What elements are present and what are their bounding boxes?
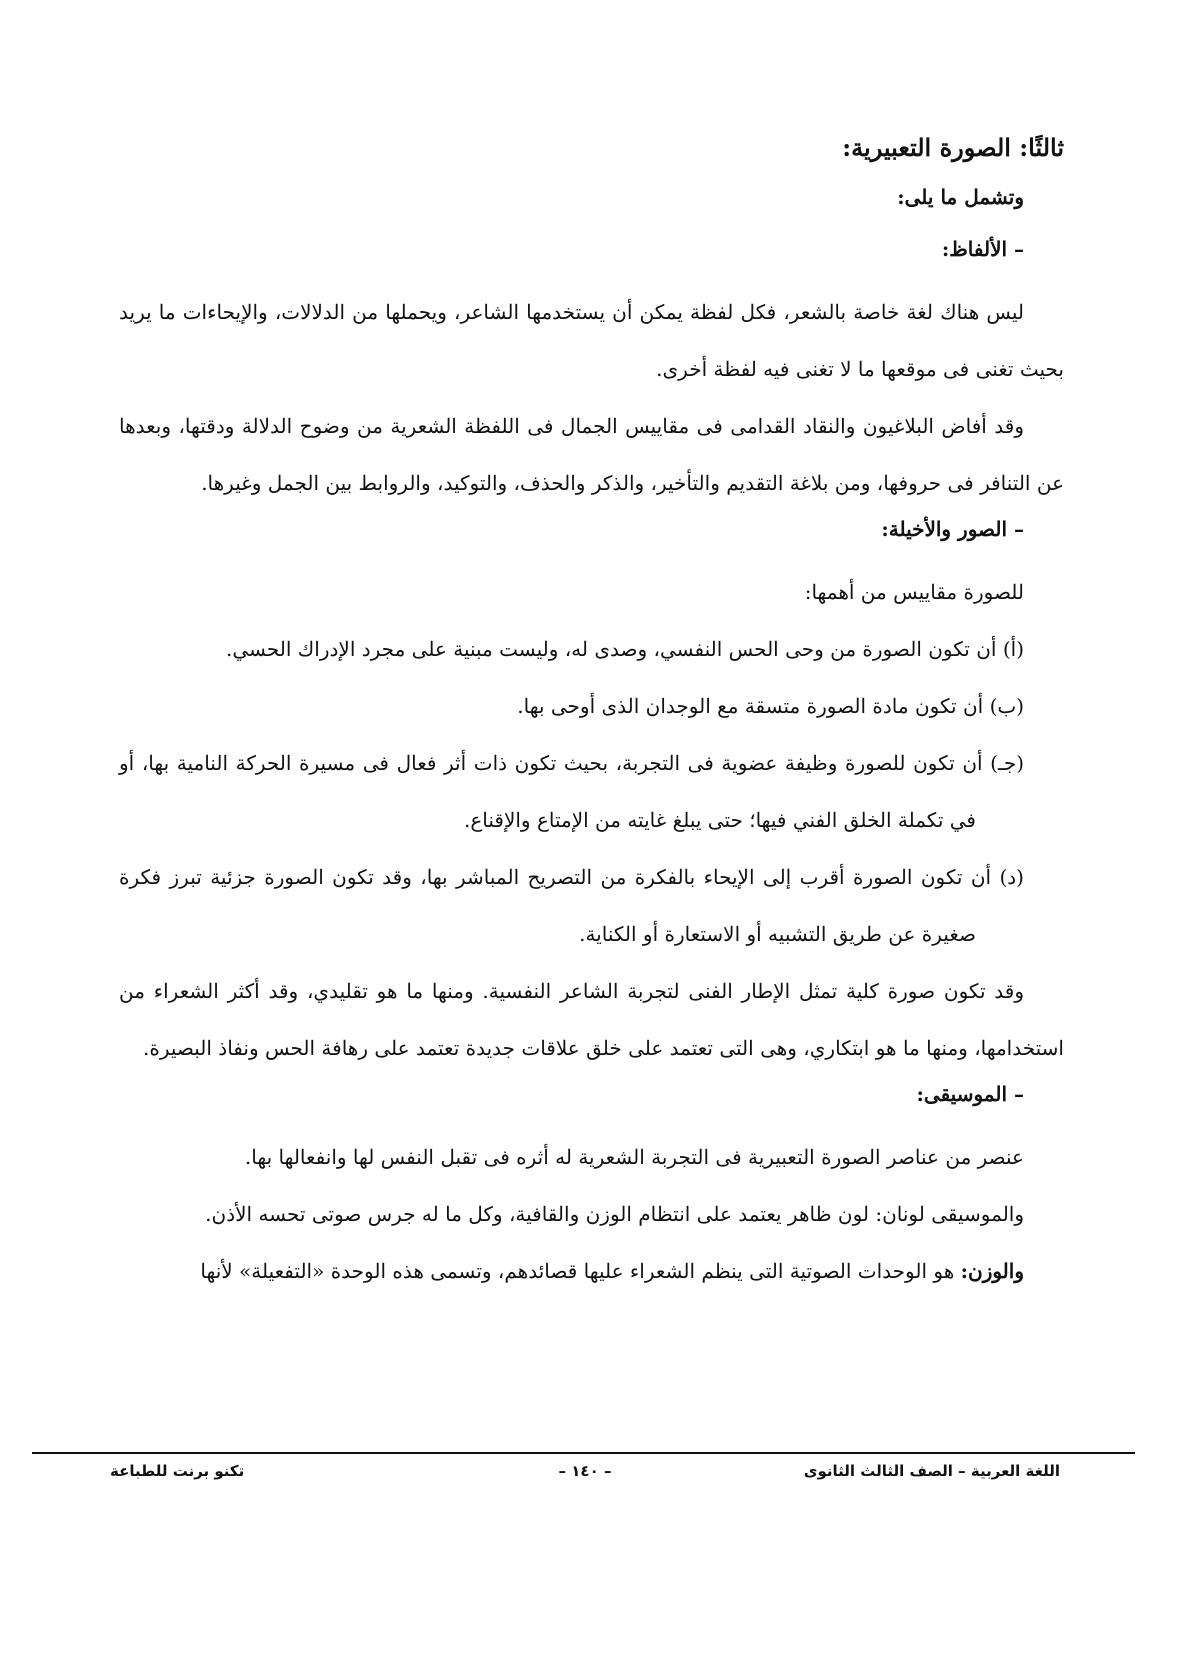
- subheading-words: – الألفاظ:: [941, 237, 1024, 261]
- footer-divider: [32, 1452, 1135, 1454]
- paragraph-music-1: عنصر من عناصر الصورة التعبيرية فى التجربة الشعرية له أثره فى تقبل النفس لها وانفعالها بها.: [244, 1145, 1024, 1169]
- page-footer: [110, 1462, 1060, 1492]
- paragraph-music-3: [119, 1243, 1024, 1300]
- paragraph-images-intro: للصورة مقاييس من أهمها:: [804, 580, 1024, 604]
- paragraph-words-2: وقد أفاض البلاغيون والنقاد القدامى فى مقاييس الجمال فى اللفظة الشعرية من وضوح الدلالة ودقتها، وبعدها عن التنافر فى حروفها، ومن بلاغة التقديم والتأخير، والذكر والحذف، والتوكيد، والروابط بين الجمل وغيرها.: [119, 414, 1064, 495]
- paragraph-images-after: وقد تكون صورة كلية تمثل الإطار الفنى لتجربة الشاعر النفسية. ومنها ما هو تقليدي، وقد أكثر الشعراء من استخدامها، ومنها ما هو ابتكاري، وهى التى تعتمد على خلق علاقات جديدة تعتمد على رهافة الحس ونفاذ البصيرة.: [119, 979, 1064, 1060]
- page-content: [119, 128, 1064, 1300]
- footer-printer: تكنو برنت للطباعة: [110, 1462, 245, 1480]
- subheading-music: – الموسيقى:: [916, 1082, 1024, 1106]
- list-item-c: (جـ) أن تكون للصورة وظيفة عضوية فى التجربة، بحيث تكون ذات أثر فعال فى مسيرة الحركة النامية بها، أو في تكملة الخلق الفني فيها؛ حتى يبلغ غايته من الإمتاع والإقناع.: [119, 751, 1025, 832]
- list-item-a: (أ) أن تكون الصورة من وحى الحس النفسي، وصدى له، وليست مبنية على مجرد الإدراك الحسي.: [226, 637, 1024, 661]
- term-meter: والوزن:: [960, 1259, 1024, 1283]
- paragraph-music-2: والموسيقى لونان: لون ظاهر يعتمد على انتظام الوزن والقافية، وكل ما له جرس صوتى تحسه الأذن.: [205, 1202, 1024, 1226]
- section-intro: وتشمل ما يلى:: [897, 185, 1024, 209]
- list-item-d: (د) أن تكون الصورة أقرب إلى الإيحاء بالفكرة من التصريح المباشر بها، وقد تكون الصورة جزئية تبرز فكرة صغيرة عن طريق التشبيه أو الاستعارة أو الكناية.: [119, 865, 1024, 946]
- subheading-images: – الصور والأخيلة:: [881, 517, 1024, 541]
- paragraph-words-1: ليس هناك لغة خاصة بالشعر، فكل لفظة يمكن أن يستخدمها الشاعر، ويحملها من الدلالات، والإيحاءات ما يريد بحيث تغنى فى موقعها ما لا تغنى فيه لفظة أخرى.: [119, 300, 1064, 381]
- page-number: – ١٤٠ –: [558, 1462, 612, 1480]
- list-item-b: (ب) أن تكون مادة الصورة متسقة مع الوجدان الذى أوحى بها.: [517, 694, 1024, 718]
- footer-book-title: اللغة العربية – الصف الثالث الثانوى: [803, 1462, 1060, 1480]
- meter-definition: هو الوحدات الصوتية التى ينظم الشعراء عليها قصائدهم، وتسمى هذه الوحدة «التفعيلة» لأنها: [200, 1259, 961, 1283]
- section-heading: ثالثًا: الصورة التعبيرية:: [842, 133, 1064, 162]
